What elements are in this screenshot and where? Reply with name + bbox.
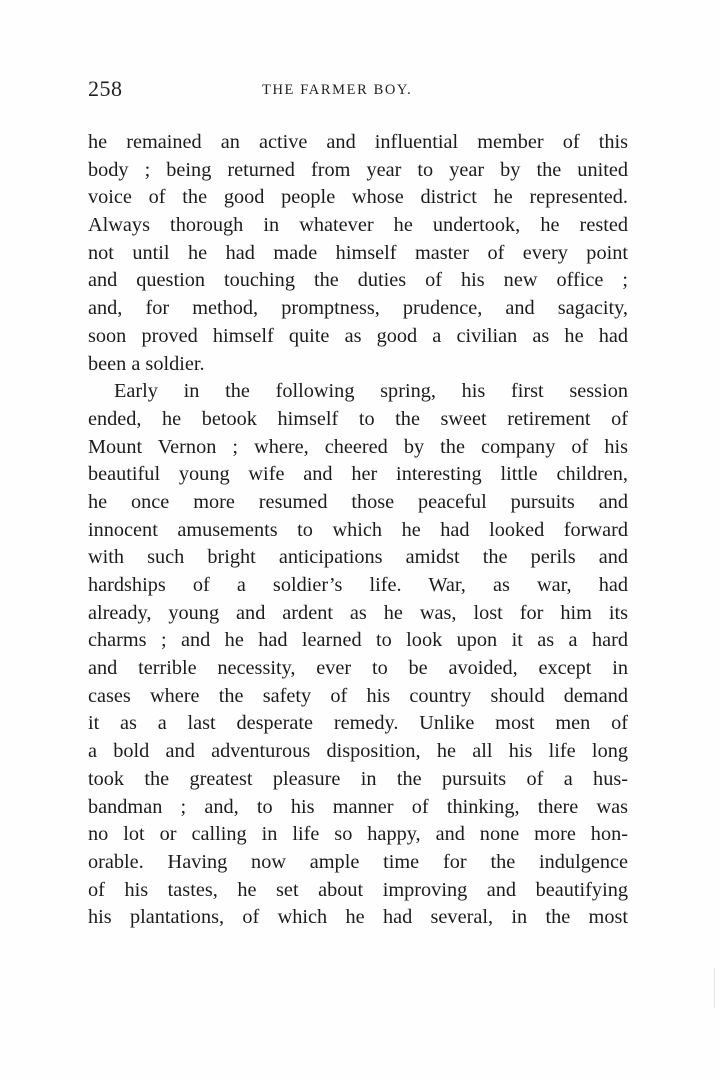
text-line: hardships of a soldier’s life. War, as war, had [88, 574, 628, 596]
text-line: not until he had made himself master of every point [88, 241, 628, 264]
page-number: 258 [88, 76, 123, 101]
text-line: with such bright anticipations amidst the perils and [88, 546, 628, 569]
text-line: and terrible necessity, ever to be avoided, except in [88, 657, 628, 680]
text-line: charms ; and he had learned to look upon it as a hard [88, 629, 628, 652]
text-line: been a soldier. [88, 352, 205, 375]
text-line: it as a last desperate remedy. Unlike most men of [88, 712, 628, 735]
text-line: bandman ; and, to his manner of thinking, there was [88, 795, 628, 818]
text-line: and, for method, promptness, prudence, and sagacity, [88, 297, 628, 320]
page-edge-mark [714, 968, 715, 1008]
text-line: soon proved himself quite as good a civilian as he had [88, 324, 628, 347]
text-line: cases where the safety of his country should demand [88, 684, 628, 707]
text-line: ended, he betook himself to the sweet retirement of [88, 407, 628, 430]
text-line: a bold and adventurous disposition, he all his life long [88, 740, 628, 763]
body-text [88, 129, 628, 932]
text-line: he remained an active and influential member of this [88, 131, 628, 153]
text-line: his plantations, of which he had several, in the most [88, 906, 628, 929]
text-line: body ; being returned from year to year by the united [88, 158, 628, 181]
text-line: beautiful young wife and her interesting little children, [88, 463, 628, 486]
page-header [88, 76, 628, 106]
text-line: of his tastes, he set about improving and beautifying [88, 878, 628, 901]
running-title: THE FARMER BOY. [262, 82, 413, 98]
text-line: Mount Vernon ; where, cheered by the company of his [88, 435, 628, 458]
text-line: voice of the good people whose district he represented. [88, 186, 628, 209]
text-line: no lot or calling in life so happy, and none more hon- [88, 823, 628, 846]
text-line: he once more resumed those peaceful pursuits and [88, 490, 628, 513]
text-line: orable. Having now ample time for the indulgence [88, 850, 628, 873]
text-line: took the greatest pleasure in the pursuits of a hus- [88, 767, 628, 790]
text-line: Early in the following spring, his first session [114, 380, 628, 403]
text-line: already, young and ardent as he was, lost for him its [88, 601, 628, 624]
text-line: Always thorough in whatever he undertook, he rested [88, 214, 628, 237]
text-line: innocent amusements to which he had looked forward [88, 518, 628, 541]
text-line: and question touching the duties of his new office ; [88, 269, 628, 292]
